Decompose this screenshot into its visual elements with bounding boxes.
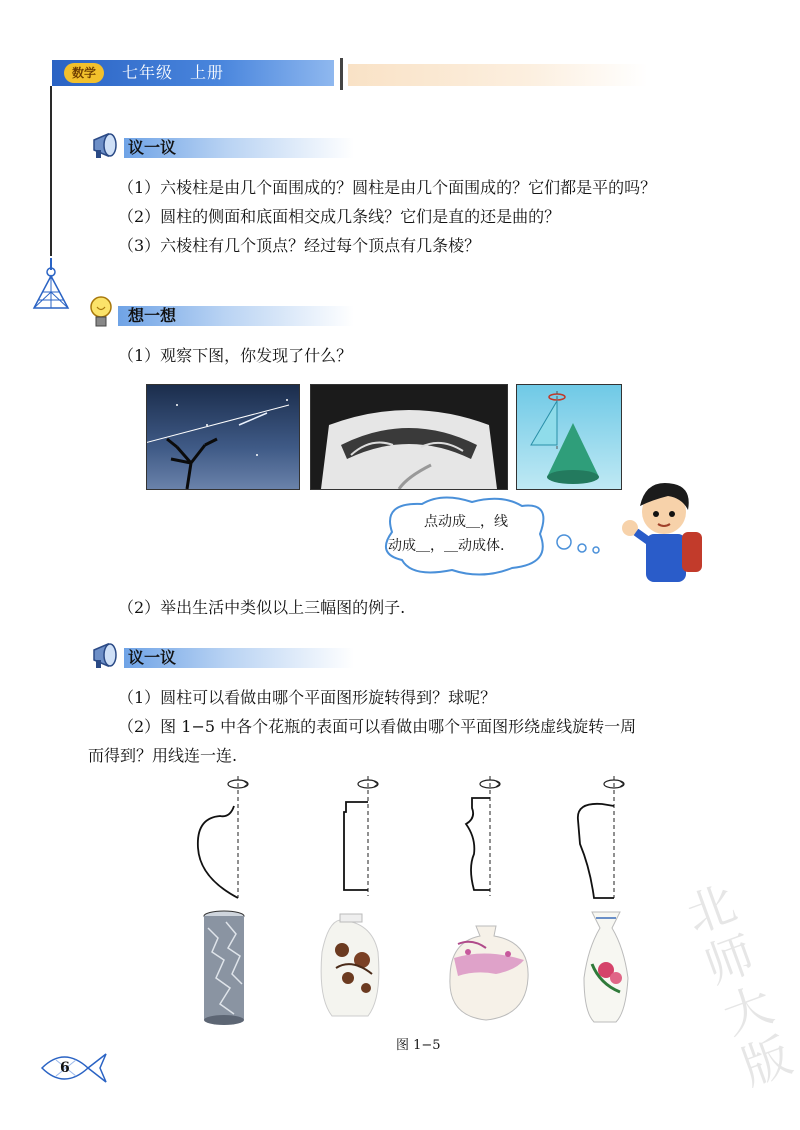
lightbulb-icon [88,294,114,332]
vase-tall-peony [584,912,628,1022]
plane-figures [190,768,650,904]
megaphone-icon [90,640,124,670]
question-line: （2）举出生活中类似以上三幅图的例子. [118,598,406,617]
cone-photo [516,384,622,490]
subject-badge: 数学 [64,63,104,83]
vase-cylinder-crackle [204,911,244,1025]
section-title: 想一想 [128,306,177,325]
plane-figure-2 [344,776,378,896]
question-line: 而得到？用线连一连. [88,746,238,765]
margin-line [50,86,52,256]
question-line: （3）六棱柱有几个顶点？经过每个顶点有几条棱？ [118,236,481,255]
vase-round-floral [321,914,379,1016]
plane-figure-4 [578,776,624,898]
header-separator [340,58,343,90]
book-title: 七年级 上册 [122,63,225,82]
bubble-text-line: 点动成＿，线 [424,514,508,530]
page-number: 6 [60,1060,70,1076]
question-line: （1）观察下图，你发现了什么？ [118,346,353,365]
bubble-text-line: 动成＿，＿动成体. [388,538,505,554]
cartoon-boy-illustration [612,470,712,582]
header-fade [348,64,648,86]
question-line: （2）图 1−5 中各个花瓶的表面可以看做由哪个平面图形绕虚线旋转一周 [118,717,637,736]
plane-figure-1 [198,776,248,898]
question-line: （2）圆柱的侧面和底面相交成几条线？它们是直的还是曲的？ [118,207,561,226]
section-title: 议一议 [128,138,177,157]
question-line: （1）六棱柱是由几个面围成的？圆柱是由几个面围成的？它们都是平的吗？ [118,178,657,197]
windshield-photo [310,384,508,490]
publisher-watermark: 北师大版 [671,877,799,1100]
meteor-photo [146,384,300,490]
vase-photos [196,908,636,1028]
fish-page-icon [36,1044,112,1094]
figure-caption: 图 1−5 [396,1038,441,1053]
megaphone-icon [90,130,124,160]
plane-figure-3 [466,776,500,896]
question-line: （1）圆柱可以看做由哪个平面图形旋转得到？球呢？ [118,688,497,707]
tower-icon [28,256,74,312]
section-title: 议一议 [128,648,177,667]
vase-globe-blossom [450,926,528,1020]
